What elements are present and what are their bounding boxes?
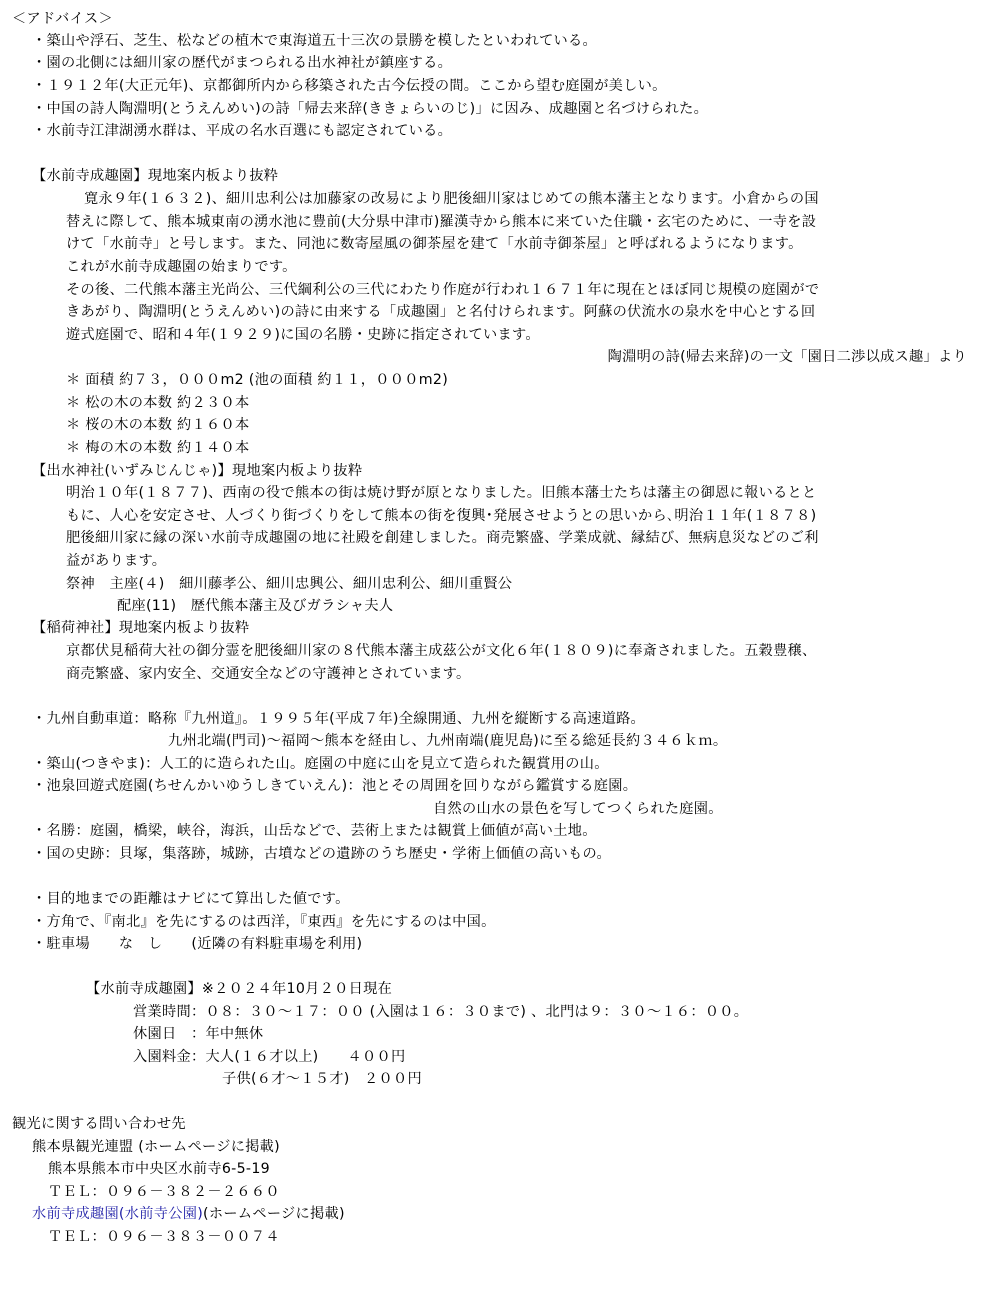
advice-item: ・中国の詩人陶淵明(とうえんめい)の詩「帰去来辞(ききょらいのじ)」に因み、成趣園と名づけられた。 (32, 101, 709, 117)
note-direction: ・方角で、『南北』を先にするのは西洋，『東西』を先にするのは中国。 (32, 914, 496, 930)
contact-address: 熊本県熊本市中央区水前寺6-5-19 (48, 1161, 270, 1177)
glossary-chisen: ・池泉回遊式庭園(ちせんかいゆうしきていえん)：池とその周囲を回りながら鑑賞する庭園。 (32, 778, 638, 794)
inari-text: 京都伏見稲荷大社の御分霊を肥後細川家の８代熊本藩主成茲公が文化６年(１８０９)に奉斎されました。五穀豊穣、 (66, 643, 817, 659)
suizenji-fact: ＊ 面積 約７３，０００m2 (池の面積 約１１，０００m2) (66, 372, 449, 388)
suizenji-text: これが水前寺成趣園の始まりです。 (66, 259, 297, 275)
suizenji-text: 替えに際して、熊本城東南の湧水池に豊前(大分県中津市)羅漢寺から熊本に来ていた住職・玄宅のために、一寺を設 (66, 214, 817, 230)
advice-item: ・築山や浮石、芝生、松などの植木で東海道五十三次の景勝を模したといわれている。 (32, 33, 598, 49)
advice-item: ・園の北側には細川家の歴代がまつられる出水神社が鎮座する。 (32, 55, 453, 71)
hours-open: 営業時間：０８：３０～１７：００ (入園は１６：３０まで) 、北門は９：３０～１６：００。 (133, 1004, 749, 1020)
izumi-text: もに、人心を安定させ、人づくり街づくりをして熊本の街を復興･発展させようとの思いから､明治１１年(１８７８) (66, 508, 817, 524)
contact-tel2: ＴＥＬ：０９６－３８３－００７４ (48, 1229, 280, 1245)
suizenji-fact: ＊ 桜の木の本数 約１６０本 (66, 417, 250, 433)
hours-heading: 【水前寺成趣園】※２０２４年10月２０日現在 (86, 981, 393, 997)
izumi-text: 益があります。 (66, 553, 167, 569)
advice-item: ・水前寺江津湖湧水群は、平成の名水百選にも認定されている。 (32, 123, 453, 139)
glossary-tsukiyama: ・築山(つきやま)：人工的に造られた山。庭園の中庭に山を見立て造られた観賞用の山。 (32, 756, 609, 772)
suizenji-quote: 陶淵明の詩(帰去来辞)の一文「園日二渉以成ス趣」より (607, 349, 967, 365)
contact-tel1: ＴＥＬ：０９６－３８２－２６６０ (48, 1184, 280, 1200)
suizenji-fact: ＊ 松の木の本数 約２３０本 (66, 395, 250, 411)
izumi-text: 明治１０年(１８７７)、西南の役で熊本の街は焼け野が原となりました。旧熊本藩士たちは藩主の御恩に報いるとと (66, 485, 817, 501)
suizenji-fact: ＊ 梅の木の本数 約１４０本 (66, 440, 250, 456)
suizenji-text: その後、二代熊本藩主光尚公、三代綱利公の三代にわたり作庭が行われ１６７１年に現在とほぼ同じ規模の庭園がで (66, 282, 820, 298)
contact-org2 (32, 1204, 345, 1224)
suizenji-text: きあがり、陶淵明(とうえんめい)の詩に由来する「成趣園」と名付けられます。阿蘇の伏流水の泉水を中心とする回 (66, 304, 816, 320)
izumi-heading: 【出水神社(いずみじんじゃ)】現地案内板より抜粋 (32, 463, 363, 479)
izumi-text: 肥後細川家に縁の深い水前寺成趣園の地に社殿を創建しました。商売繁盛、学業成就、縁結び、無病息災などのご利 (66, 530, 819, 546)
note-parking: ・駐車場 な し (近隣の有料駐車場を利用) (32, 936, 363, 952)
glossary-kyushu-detail: 九州北端(門司)～福岡～熊本を経由し、九州南端(鹿児島)に至る総延長約３４６ｋｍ。 (168, 733, 728, 749)
note-distance: ・目的地までの距離はナビにて算出した値です。 (32, 891, 350, 907)
hours-fee-child: 子供(６才～１５才) ２００円 (222, 1071, 423, 1087)
glossary-chisen-detail: 自然の山水の景色を写してつくられた庭園。 (433, 801, 723, 817)
suizenji-text: 寛永９年(１６３２)、細川忠利公は加藤家の改易により肥後細川家はじめての熊本藩主となります。小倉からの国 (84, 191, 819, 207)
suizenji-text: けて「水前寺」と号します。また、同池に数寄屋風の御茶屋を建て「水前寺御茶屋」と呼ばれるようになります。 (66, 236, 803, 252)
suizenji-park-link[interactable]: 水前寺成趣園(水前寺公園) (32, 1206, 204, 1222)
contact-org1: 熊本県観光連盟 (ホームページに掲載) (32, 1139, 280, 1155)
izumi-deity-main: 祭神 主座(４) 細川藤孝公、細川忠興公、細川忠利公、細川重賢公 (66, 576, 513, 592)
advice-item: ・１９１２年(大正元年)、京都御所内から移築された古今伝授の間。ここから望む庭園が美しい。 (32, 78, 667, 94)
suizenji-heading: 【水前寺成趣園】現地案内板より抜粋 (32, 168, 279, 184)
glossary-kyushu: ・九州自動車道：略称『九州道』。１９９５年(平成７年)全線開通、九州を縦断する高速道路。 (32, 711, 646, 727)
inari-heading: 【稲荷神社】現地案内板より抜粋 (32, 620, 250, 636)
contact-org2-note: (ホームページに掲載) (203, 1206, 345, 1222)
izumi-deity-sub: 配座(11) 歴代熊本藩主及びガラシャ夫人 (117, 598, 394, 614)
glossary-meisho: ・名勝：庭園，橋梁，峡谷，海浜，山岳などで、芸術上または観賞上価値が高い土地。 (32, 823, 597, 839)
glossary-shiseki: ・国の史跡：貝塚，集落跡，城跡，古墳などの遺跡のうち歴史・学術上価値の高いもの。 (32, 846, 611, 862)
advice-heading: ＜アドバイス＞ (12, 11, 113, 27)
suizenji-text: 遊式庭園で、昭和４年(１９２９)に国の名勝・史跡に指定されています。 (66, 327, 540, 343)
inari-text: 商売繁盛、家内安全、交通安全などの守護神とされています。 (66, 666, 471, 682)
hours-closed: 休園日 ：年中無休 (133, 1026, 264, 1042)
hours-fee-adult: 入園料金：大人(１６才以上) ４００円 (133, 1049, 406, 1065)
contact-heading: 観光に関する問い合わせ先 (12, 1116, 186, 1132)
